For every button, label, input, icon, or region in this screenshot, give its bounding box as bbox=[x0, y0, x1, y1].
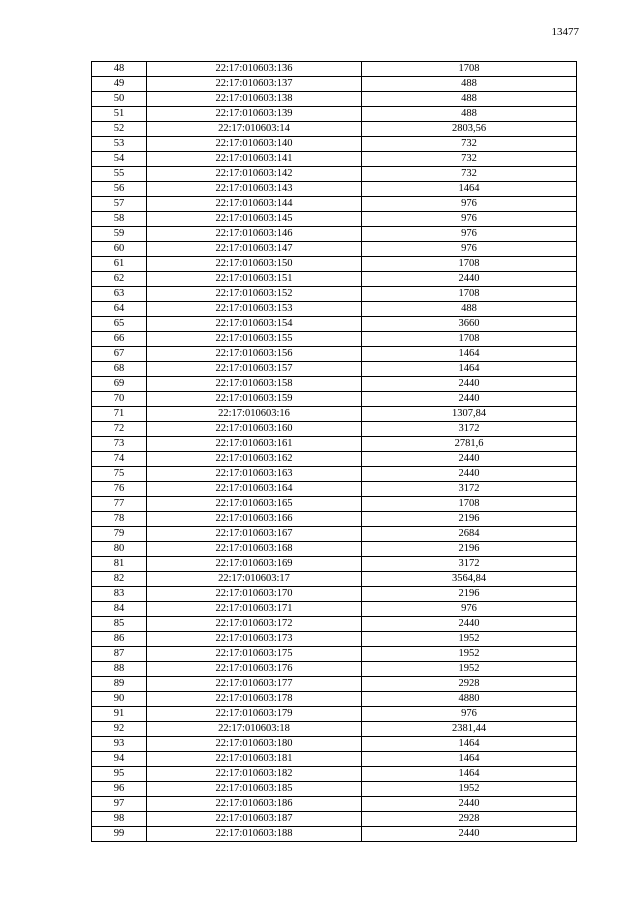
area-value-cell: 732 bbox=[362, 167, 577, 182]
table-row bbox=[92, 767, 577, 782]
cadastral-number-cell: 22:17:010603:143 bbox=[147, 182, 362, 197]
cadastral-number-cell: 22:17:010603:142 bbox=[147, 167, 362, 182]
cadastral-number-cell: 22:17:010603:160 bbox=[147, 422, 362, 437]
table-row bbox=[92, 62, 577, 77]
row-number-cell: 48 bbox=[92, 62, 147, 77]
area-value-cell: 1952 bbox=[362, 782, 577, 797]
cadastral-number-cell: 22:17:010603:162 bbox=[147, 452, 362, 467]
row-number-cell: 76 bbox=[92, 482, 147, 497]
table-body bbox=[92, 62, 577, 842]
table-row bbox=[92, 437, 577, 452]
area-value-cell: 976 bbox=[362, 707, 577, 722]
cadastral-number-cell: 22:17:010603:176 bbox=[147, 662, 362, 677]
row-number-cell: 91 bbox=[92, 707, 147, 722]
row-number-cell: 58 bbox=[92, 212, 147, 227]
table-row bbox=[92, 737, 577, 752]
row-number-cell: 85 bbox=[92, 617, 147, 632]
table-row bbox=[92, 662, 577, 677]
cadastral-number-cell: 22:17:010603:165 bbox=[147, 497, 362, 512]
cadastral-number-cell: 22:17:010603:14 bbox=[147, 122, 362, 137]
table-row bbox=[92, 812, 577, 827]
table-row bbox=[92, 167, 577, 182]
row-number-cell: 53 bbox=[92, 137, 147, 152]
table-row bbox=[92, 752, 577, 767]
row-number-cell: 80 bbox=[92, 542, 147, 557]
area-value-cell: 1952 bbox=[362, 632, 577, 647]
area-value-cell: 1952 bbox=[362, 647, 577, 662]
table-row bbox=[92, 182, 577, 197]
area-value-cell: 2440 bbox=[362, 797, 577, 812]
row-number-cell: 93 bbox=[92, 737, 147, 752]
area-value-cell: 976 bbox=[362, 242, 577, 257]
row-number-cell: 83 bbox=[92, 587, 147, 602]
area-value-cell: 1708 bbox=[362, 332, 577, 347]
table-row bbox=[92, 302, 577, 317]
table-row bbox=[92, 617, 577, 632]
cadastral-number-cell: 22:17:010603:150 bbox=[147, 257, 362, 272]
cadastral-number-cell: 22:17:010603:167 bbox=[147, 527, 362, 542]
area-value-cell: 2381,44 bbox=[362, 722, 577, 737]
table-row bbox=[92, 647, 577, 662]
area-value-cell: 2928 bbox=[362, 677, 577, 692]
cadastral-number-cell: 22:17:010603:155 bbox=[147, 332, 362, 347]
table-row bbox=[92, 557, 577, 572]
row-number-cell: 51 bbox=[92, 107, 147, 122]
cadastral-number-cell: 22:17:010603:179 bbox=[147, 707, 362, 722]
table-row bbox=[92, 422, 577, 437]
table-row bbox=[92, 467, 577, 482]
area-value-cell: 2440 bbox=[362, 452, 577, 467]
area-value-cell: 2803,56 bbox=[362, 122, 577, 137]
area-value-cell: 2440 bbox=[362, 467, 577, 482]
row-number-cell: 59 bbox=[92, 227, 147, 242]
table-row bbox=[92, 707, 577, 722]
row-number-cell: 79 bbox=[92, 527, 147, 542]
row-number-cell: 87 bbox=[92, 647, 147, 662]
area-value-cell: 976 bbox=[362, 227, 577, 242]
cadastral-number-cell: 22:17:010603:157 bbox=[147, 362, 362, 377]
page-number: 13477 bbox=[551, 26, 579, 38]
table-row bbox=[92, 77, 577, 92]
cadastral-number-cell: 22:17:010603:166 bbox=[147, 512, 362, 527]
cadastral-number-cell: 22:17:010603:182 bbox=[147, 767, 362, 782]
table-row bbox=[92, 632, 577, 647]
table-row bbox=[92, 92, 577, 107]
table-row bbox=[92, 317, 577, 332]
table-row bbox=[92, 497, 577, 512]
row-number-cell: 72 bbox=[92, 422, 147, 437]
cadastral-number-cell: 22:17:010603:168 bbox=[147, 542, 362, 557]
area-value-cell: 1952 bbox=[362, 662, 577, 677]
area-value-cell: 1464 bbox=[362, 362, 577, 377]
cadastral-number-cell: 22:17:010603:146 bbox=[147, 227, 362, 242]
row-number-cell: 74 bbox=[92, 452, 147, 467]
row-number-cell: 89 bbox=[92, 677, 147, 692]
cadastral-number-cell: 22:17:010603:163 bbox=[147, 467, 362, 482]
row-number-cell: 63 bbox=[92, 287, 147, 302]
row-number-cell: 92 bbox=[92, 722, 147, 737]
area-value-cell: 488 bbox=[362, 77, 577, 92]
cadastral-number-cell: 22:17:010603:159 bbox=[147, 392, 362, 407]
area-value-cell: 3172 bbox=[362, 557, 577, 572]
row-number-cell: 97 bbox=[92, 797, 147, 812]
row-number-cell: 52 bbox=[92, 122, 147, 137]
table-row bbox=[92, 272, 577, 287]
cadastral-number-cell: 22:17:010603:137 bbox=[147, 77, 362, 92]
table-row bbox=[92, 107, 577, 122]
row-number-cell: 82 bbox=[92, 572, 147, 587]
table-row bbox=[92, 287, 577, 302]
area-value-cell: 1708 bbox=[362, 257, 577, 272]
row-number-cell: 62 bbox=[92, 272, 147, 287]
cadastral-number-cell: 22:17:010603:136 bbox=[147, 62, 362, 77]
table-row bbox=[92, 377, 577, 392]
area-value-cell: 732 bbox=[362, 152, 577, 167]
row-number-cell: 90 bbox=[92, 692, 147, 707]
cadastral-number-cell: 22:17:010603:178 bbox=[147, 692, 362, 707]
row-number-cell: 65 bbox=[92, 317, 147, 332]
area-value-cell: 1464 bbox=[362, 182, 577, 197]
row-number-cell: 54 bbox=[92, 152, 147, 167]
row-number-cell: 73 bbox=[92, 437, 147, 452]
data-table-container bbox=[91, 61, 576, 842]
area-value-cell: 1708 bbox=[362, 287, 577, 302]
table-row bbox=[92, 542, 577, 557]
cadastral-number-cell: 22:17:010603:139 bbox=[147, 107, 362, 122]
cadastral-number-cell: 22:17:010603:151 bbox=[147, 272, 362, 287]
area-value-cell: 2781,6 bbox=[362, 437, 577, 452]
table-row bbox=[92, 587, 577, 602]
table-row bbox=[92, 347, 577, 362]
table-row bbox=[92, 782, 577, 797]
row-number-cell: 70 bbox=[92, 392, 147, 407]
area-value-cell: 1464 bbox=[362, 752, 577, 767]
row-number-cell: 95 bbox=[92, 767, 147, 782]
row-number-cell: 71 bbox=[92, 407, 147, 422]
area-value-cell: 488 bbox=[362, 92, 577, 107]
cadastral-number-cell: 22:17:010603:154 bbox=[147, 317, 362, 332]
table-row bbox=[92, 362, 577, 377]
cadastral-number-cell: 22:17:010603:186 bbox=[147, 797, 362, 812]
table-row bbox=[92, 257, 577, 272]
row-number-cell: 98 bbox=[92, 812, 147, 827]
table-row bbox=[92, 827, 577, 842]
row-number-cell: 88 bbox=[92, 662, 147, 677]
table-row bbox=[92, 212, 577, 227]
area-value-cell: 3660 bbox=[362, 317, 577, 332]
area-value-cell: 976 bbox=[362, 212, 577, 227]
row-number-cell: 69 bbox=[92, 377, 147, 392]
area-value-cell: 2440 bbox=[362, 272, 577, 287]
cadastral-table bbox=[91, 61, 577, 842]
row-number-cell: 84 bbox=[92, 602, 147, 617]
table-row bbox=[92, 527, 577, 542]
area-value-cell: 2196 bbox=[362, 587, 577, 602]
cadastral-number-cell: 22:17:010603:16 bbox=[147, 407, 362, 422]
row-number-cell: 57 bbox=[92, 197, 147, 212]
cadastral-number-cell: 22:17:010603:140 bbox=[147, 137, 362, 152]
table-row bbox=[92, 392, 577, 407]
cadastral-number-cell: 22:17:010603:188 bbox=[147, 827, 362, 842]
area-value-cell: 1307,84 bbox=[362, 407, 577, 422]
cadastral-number-cell: 22:17:010603:172 bbox=[147, 617, 362, 632]
row-number-cell: 64 bbox=[92, 302, 147, 317]
row-number-cell: 75 bbox=[92, 467, 147, 482]
cadastral-number-cell: 22:17:010603:187 bbox=[147, 812, 362, 827]
area-value-cell: 2196 bbox=[362, 512, 577, 527]
row-number-cell: 68 bbox=[92, 362, 147, 377]
row-number-cell: 96 bbox=[92, 782, 147, 797]
table-row bbox=[92, 197, 577, 212]
area-value-cell: 2196 bbox=[362, 542, 577, 557]
area-value-cell: 2440 bbox=[362, 827, 577, 842]
cadastral-number-cell: 22:17:010603:169 bbox=[147, 557, 362, 572]
table-row bbox=[92, 137, 577, 152]
table-row bbox=[92, 602, 577, 617]
cadastral-number-cell: 22:17:010603:171 bbox=[147, 602, 362, 617]
row-number-cell: 81 bbox=[92, 557, 147, 572]
cadastral-number-cell: 22:17:010603:158 bbox=[147, 377, 362, 392]
area-value-cell: 1464 bbox=[362, 767, 577, 782]
table-row bbox=[92, 122, 577, 137]
cadastral-number-cell: 22:17:010603:145 bbox=[147, 212, 362, 227]
area-value-cell: 2928 bbox=[362, 812, 577, 827]
table-row bbox=[92, 512, 577, 527]
table-row bbox=[92, 332, 577, 347]
table-row bbox=[92, 242, 577, 257]
area-value-cell: 4880 bbox=[362, 692, 577, 707]
area-value-cell: 976 bbox=[362, 197, 577, 212]
cadastral-number-cell: 22:17:010603:156 bbox=[147, 347, 362, 362]
table-row bbox=[92, 797, 577, 812]
table-row bbox=[92, 482, 577, 497]
area-value-cell: 2440 bbox=[362, 617, 577, 632]
table-row bbox=[92, 152, 577, 167]
cadastral-number-cell: 22:17:010603:144 bbox=[147, 197, 362, 212]
row-number-cell: 49 bbox=[92, 77, 147, 92]
row-number-cell: 77 bbox=[92, 497, 147, 512]
area-value-cell: 488 bbox=[362, 302, 577, 317]
row-number-cell: 66 bbox=[92, 332, 147, 347]
cadastral-number-cell: 22:17:010603:141 bbox=[147, 152, 362, 167]
area-value-cell: 1464 bbox=[362, 347, 577, 362]
row-number-cell: 61 bbox=[92, 257, 147, 272]
table-row bbox=[92, 692, 577, 707]
table-row bbox=[92, 227, 577, 242]
area-value-cell: 1708 bbox=[362, 62, 577, 77]
cadastral-number-cell: 22:17:010603:161 bbox=[147, 437, 362, 452]
area-value-cell: 2440 bbox=[362, 392, 577, 407]
table-row bbox=[92, 572, 577, 587]
area-value-cell: 488 bbox=[362, 107, 577, 122]
cadastral-number-cell: 22:17:010603:173 bbox=[147, 632, 362, 647]
cadastral-number-cell: 22:17:010603:147 bbox=[147, 242, 362, 257]
table-row bbox=[92, 677, 577, 692]
cadastral-number-cell: 22:17:010603:153 bbox=[147, 302, 362, 317]
cadastral-number-cell: 22:17:010603:164 bbox=[147, 482, 362, 497]
cadastral-number-cell: 22:17:010603:185 bbox=[147, 782, 362, 797]
cadastral-number-cell: 22:17:010603:18 bbox=[147, 722, 362, 737]
cadastral-number-cell: 22:17:010603:175 bbox=[147, 647, 362, 662]
cadastral-number-cell: 22:17:010603:177 bbox=[147, 677, 362, 692]
area-value-cell: 3172 bbox=[362, 482, 577, 497]
area-value-cell: 2684 bbox=[362, 527, 577, 542]
area-value-cell: 2440 bbox=[362, 377, 577, 392]
table-row bbox=[92, 452, 577, 467]
row-number-cell: 56 bbox=[92, 182, 147, 197]
cadastral-number-cell: 22:17:010603:152 bbox=[147, 287, 362, 302]
row-number-cell: 99 bbox=[92, 827, 147, 842]
row-number-cell: 86 bbox=[92, 632, 147, 647]
cadastral-number-cell: 22:17:010603:170 bbox=[147, 587, 362, 602]
cadastral-number-cell: 22:17:010603:138 bbox=[147, 92, 362, 107]
table-row bbox=[92, 407, 577, 422]
area-value-cell: 1464 bbox=[362, 737, 577, 752]
area-value-cell: 732 bbox=[362, 137, 577, 152]
area-value-cell: 3172 bbox=[362, 422, 577, 437]
row-number-cell: 60 bbox=[92, 242, 147, 257]
row-number-cell: 67 bbox=[92, 347, 147, 362]
row-number-cell: 78 bbox=[92, 512, 147, 527]
cadastral-number-cell: 22:17:010603:181 bbox=[147, 752, 362, 767]
row-number-cell: 94 bbox=[92, 752, 147, 767]
cadastral-number-cell: 22:17:010603:17 bbox=[147, 572, 362, 587]
row-number-cell: 55 bbox=[92, 167, 147, 182]
table-row bbox=[92, 722, 577, 737]
cadastral-number-cell: 22:17:010603:180 bbox=[147, 737, 362, 752]
area-value-cell: 976 bbox=[362, 602, 577, 617]
area-value-cell: 1708 bbox=[362, 497, 577, 512]
row-number-cell: 50 bbox=[92, 92, 147, 107]
area-value-cell: 3564,84 bbox=[362, 572, 577, 587]
